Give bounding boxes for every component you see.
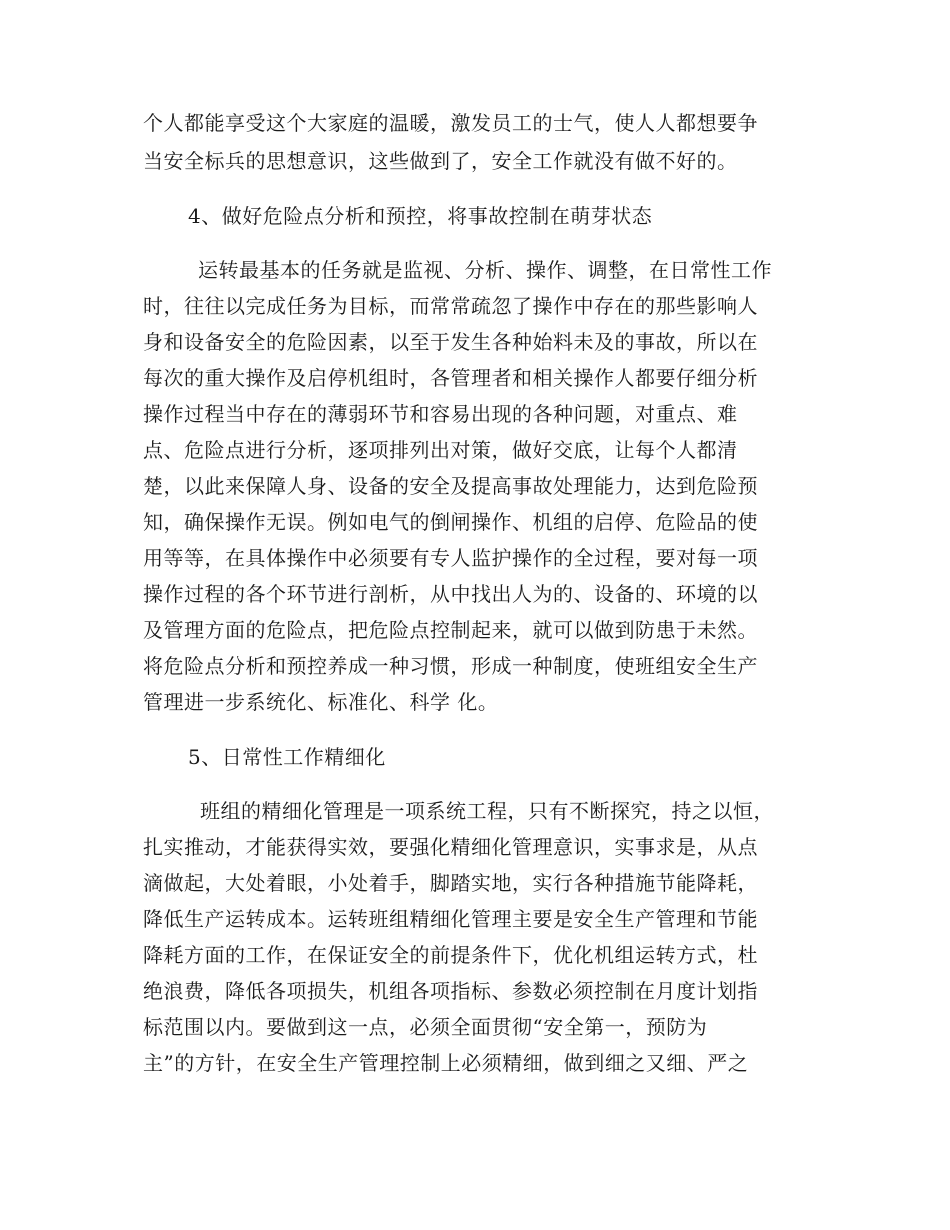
text-line: 将危险点分析和预控养成一种习惯，形成一种制度，使班组安全生产 [143,654,758,678]
text-line: 楚，以此来保障人身、设备的安全及提高事故处理能力，达到危险预 [143,474,758,498]
text-line: 时，往往以完成任务为目标，而常常疏忽了操作中存在的那些影响人 [143,294,758,318]
text-line: 及管理方面的危险点，把危险点控制起来，就可以做到防患于未然。 [143,618,758,642]
text-line: 班组的精细化管理是一项系统工程，只有不断探究，持之以恒， [200,799,774,823]
text-line: 知，确保操作无误。例如电气的倒闸操作、机组的启停、危险品的使 [143,510,758,534]
text-line: 当安全标兵的思想意识，这些做到了，安全工作就没有做不好的。 [143,149,738,173]
text-line: 降低生产运转成本。运转班组精细化管理主要是安全生产管理和节能 [143,907,758,931]
text-line: 滴做起，大处着眼，小处着手，脚踏实地，实行各种措施节能降耗， [143,871,758,895]
text-line: 扎实推动，才能获得实效，要强化精细化管理意识，实事求是，从点 [143,835,758,859]
text-line: 每次的重大操作及启停机组时，各管理者和相关操作人都要仔细分析 [143,366,758,390]
section-heading: 4、做好危险点分析和预控，将事故控制在萌芽状态 [188,204,653,228]
text-line: 点、危险点进行分析，逐项排列出对策，做好交底，让每个人都清 [143,438,738,462]
text-line: 操作过程当中存在的薄弱环节和容易出现的各种问题，对重点、难 [143,402,738,426]
text-line: 个人都能享受这个大家庭的温暖，激发员工的士气，使人人都想要争 [143,111,758,135]
text-line: 操作过程的各个环节进行剖析，从中找出人为的、设备的、环境的以 [143,582,758,606]
text-line: 身和设备安全的危险因素，以至于发生各种始料未及的事故，所以在 [143,330,758,354]
text-line: 管理进一步系统化、标准化、科学 化。 [143,690,499,714]
text-line: 主”的方针，在安全生产管理控制上必须精细，做到细之又细、严之 [143,1051,749,1075]
text-line: 标范围以内。要做到这一点，必须全面贯彻“安全第一，预防为 [143,1015,708,1039]
text-line: 用等等，在具体操作中必须要有专人监护操作的全过程，要对每一项 [143,546,758,570]
text-line: 绝浪费，降低各项损失，机组各项指标、参数必须控制在月度计划指 [143,979,758,1003]
text-line: 运转最基本的任务就是监视、分析、操作、调整，在日常性工作 [198,258,772,282]
section-heading: 5、日常性工作精细化 [188,745,386,769]
text-line: 降耗方面的工作，在保证安全的前提条件下，优化机组运转方式，杜 [143,943,758,967]
